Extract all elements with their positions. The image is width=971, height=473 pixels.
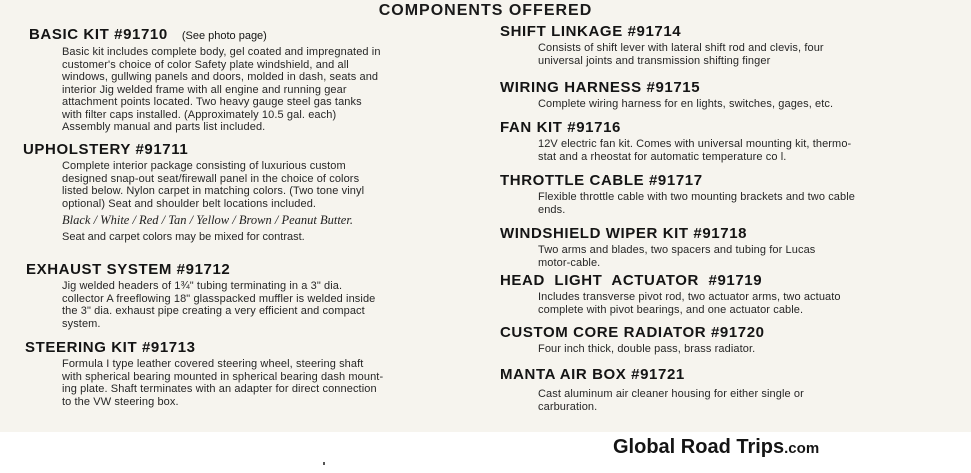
color-options: Black / White / Red / Tan / Yellow / Brown / Peanut Butter. (62, 213, 353, 227)
entry-description: Complete wiring harness for en lights, switches, gages, etc. (538, 98, 834, 110)
footer-band (0, 432, 971, 473)
entry-heading: HEAD LIGHT ACTUATOR #91719 (500, 272, 763, 289)
page-title: COMPONENTS OFFERED (378, 2, 593, 19)
entry-heading: STEERING KIT #91713 (25, 339, 196, 356)
entry-description: Consists of shift lever with lateral shift rod and clevis, four universal joints and transmission shifting finger (538, 42, 824, 67)
entry-custom-core-radiator (500, 324, 920, 356)
entry-description: Complete interior package consisting of luxurious custom designed snap-out seat/firewall panel in the choice of colors listed below. Nylon carpet in matching colors. (Two tone vinyl optional) Seat and shoulder belt locations included. (62, 160, 365, 210)
entry-heading: FAN KIT #91716 (500, 119, 621, 136)
entry-heading: THROTTLE CABLE #91717 (500, 172, 703, 189)
entry-description: Four inch thick, double pass, brass radiator. (538, 343, 756, 355)
entry-shift-linkage (500, 23, 920, 67)
entry-upholstery (23, 141, 453, 244)
entry-basic-kit (29, 26, 459, 134)
entry-description: Includes transverse pivot rod, two actuator arms, two actuato complete with pivot bearings, and one actuator cable. (538, 291, 841, 316)
entry-description: Cast aluminum air cleaner housing for either single or carburation. (538, 388, 804, 413)
watermark-brand (613, 436, 819, 459)
entry-fan-kit (500, 119, 920, 163)
entry-description: 12V electric fan kit. Comes with universal mounting kit, thermo- stat and a rheostat for automatic temperature co l. (538, 138, 852, 163)
brand-name: Global Road Trips (613, 436, 785, 458)
entry-description: Jig welded headers of 1¾" tubing terminating in a 3" dia. collector A freeflowing 18" glasspacked muffler is welded inside the 3" dia. exhaust pipe creating a very efficient and compact system. (62, 280, 376, 330)
entry-heading: UPHOLSTERY #91711 (23, 141, 189, 158)
entry-windshield-wiper-kit (500, 225, 920, 269)
entry-throttle-cable (500, 172, 920, 216)
entry-extra-note: Seat and carpet colors may be mixed for contrast. (62, 231, 305, 243)
scan-speck (323, 462, 325, 465)
entry-heading: CUSTOM CORE RADIATOR #91720 (500, 324, 765, 341)
entry-heading: MANTA AIR BOX #91721 (500, 366, 685, 383)
entry-description: Two arms and blades, two spacers and tubing for Lucas motor-cable. (538, 244, 816, 269)
entry-description: Flexible throttle cable with two mounting brackets and two cable ends. (538, 191, 856, 216)
entry-description: Basic kit includes complete body, gel coated and impregnated in customer's choice of color Safety plate windshield, and all windows, gullwing panels and doors, molded in dash, seats and interior Jig welded frame with all engine and running gear attachment points located. Two heavy gauge steel gas tanks with filter caps installed. (Approximately 10.5 gal. each) Assembly manual and parts list included. (62, 46, 381, 133)
entry-heading: BASIC KIT #91710 (29, 26, 168, 43)
entry-manta-air-box (500, 366, 920, 413)
entry-note: (See photo page) (181, 30, 267, 42)
entry-head-light-actuator (500, 272, 920, 316)
entry-heading: WINDSHIELD WIPER KIT #91718 (500, 225, 748, 242)
brand-suffix: .com (784, 440, 820, 457)
entry-heading: SHIFT LINKAGE #91714 (500, 23, 682, 40)
entry-heading: WIRING HARNESS #91715 (500, 79, 701, 96)
entry-wiring-harness (500, 79, 920, 111)
entry-steering-kit (25, 339, 455, 408)
entry-description: Formula I type leather covered steering wheel, steering shaft with spherical bearing mounted in spherical bearing dash mount- ing plate. Shaft terminates with an adapter for direct connection to the VW steering box. (62, 358, 384, 408)
entry-exhaust-system (26, 261, 456, 330)
entry-heading: EXHAUST SYSTEM #91712 (26, 261, 231, 278)
